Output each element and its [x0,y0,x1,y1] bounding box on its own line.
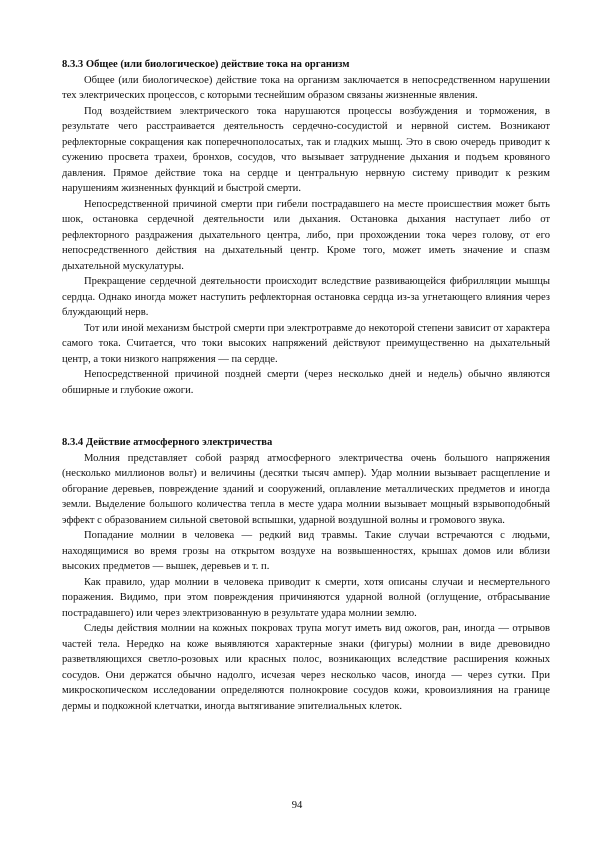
paragraph: Непосредственной причиной поздней смерти (через несколько дней и недель) обычно являются обширные и глубокие ожоги. [62,369,550,396]
paragraph: Следы действия молнии на кожных покровах трупа могут иметь вид ожогов, ран, иногда — отрывов частей тела. Нередко на коже выявляются характерные знаки (фигуры) молнии в виде древовидно разветвляющихся светло-розовых или красных полос, возникающих вследствие расширения кожных сосудов. Они держатся обычно надолго, исчезая через несколько часов, иногда — через сутки. При микроскопическом исследовании определяются полнокровие сосудов кожи, кровоизлияния на границе дермы и подкожной клетчатки, иногда вытягивание эпителиальных клеток. [62,623,550,712]
section-heading: 8.3.3 Общее (или биологическое) действие тока на организм [62,59,350,70]
paragraph: Тот или иной механизм быстрой смерти при электротравме до некоторой степени зависит от характера самого тока. Считается, что токи высоких напряжений действуют преимущественно на дыхательный центр, а токи низкого напряжения — па сердце. [62,322,550,365]
paragraph: Под воздействием электрического тока нарушаются процессы возбуждения и торможения, в результате чего расстраивается деятельность сердечно-сосудистой и нервной систем. Возникают рефлекторные сокращения как поперечнополосатых, так и гладких мышц. Это в свою очередь приводит к сужению просвета трахеи, бронхов, сосудов, что вызывает затруднение дыхания и подъем кровяного давления. Прямое действие тока на сердце и центральную нервную систему приводит к резким нарушениям жизненных функций и быстрой смерти. [62,105,550,194]
paragraph: Попадание молнии в человека — редкий вид травмы. Такие случаи встречаются с людьми, находящимися во время грозы на открытом воздухе на возвышенностях, крышах домов или вблизи высоких предметов — вышек, деревьев и т. п. [62,530,550,572]
section-8-3-3 [62,57,550,398]
paragraph: Прекращение сердечной деятельности происходит вследствие развивающейся фибрилляции мышцы сердца. Однако иногда может наступить рефлекторная остановка сердца из-за угнетающего влияния через блуждающий нерв. [62,276,550,318]
paragraph: Общее (или биологическое) действие тока на организм заключается в непосредственном нарушении тех электрических процессов, с которыми теснейшим образом связаны жизненные явления. [62,74,550,101]
page-number: 94 [291,800,303,811]
paragraph: Молния представляет собой разряд атмосферного электричества очень большого напряжения (несколько миллионов вольт) и величины (десятки тысяч ампер). Удар молнии вызывает расщепление и обгорание деревьев, повреждение зданий и сооружений, оплавление металлических предметов и иногда земли. Выделение большого количества тепла в месте удара молнии вызывает мощный взрывоподобный эффект с образованием сильной световой вспышки, ударной воздушной волны и громового звука. [62,452,550,526]
paragraph: Как правило, удар молнии в человека приводит к смерти, хотя описаны случаи и несмертельного поражения. Видимо, при этом повреждения причиняются ударной волной (оглущение, отбрасывание пострадавшего) или через электризованную в результате удара молнии землю. [62,576,550,619]
section-8-3-4 [62,435,550,714]
paragraph: Непосредственной причиной смерти при гибели пострадавшего на месте происшествия может быть шок, остановка сердечной деятельности или дыхания. Остановка дыхания наступает либо от рефлекторного раздражения дыхательного центра, либо, при прохождении тока через голову, от его непосредственного действия на дыхательный центр. Кроме того, может иметь значение и спазм дыхательной мускулатуры. [62,198,550,272]
section-heading: 8.3.4 Действие атмосферного электричества [62,437,273,448]
